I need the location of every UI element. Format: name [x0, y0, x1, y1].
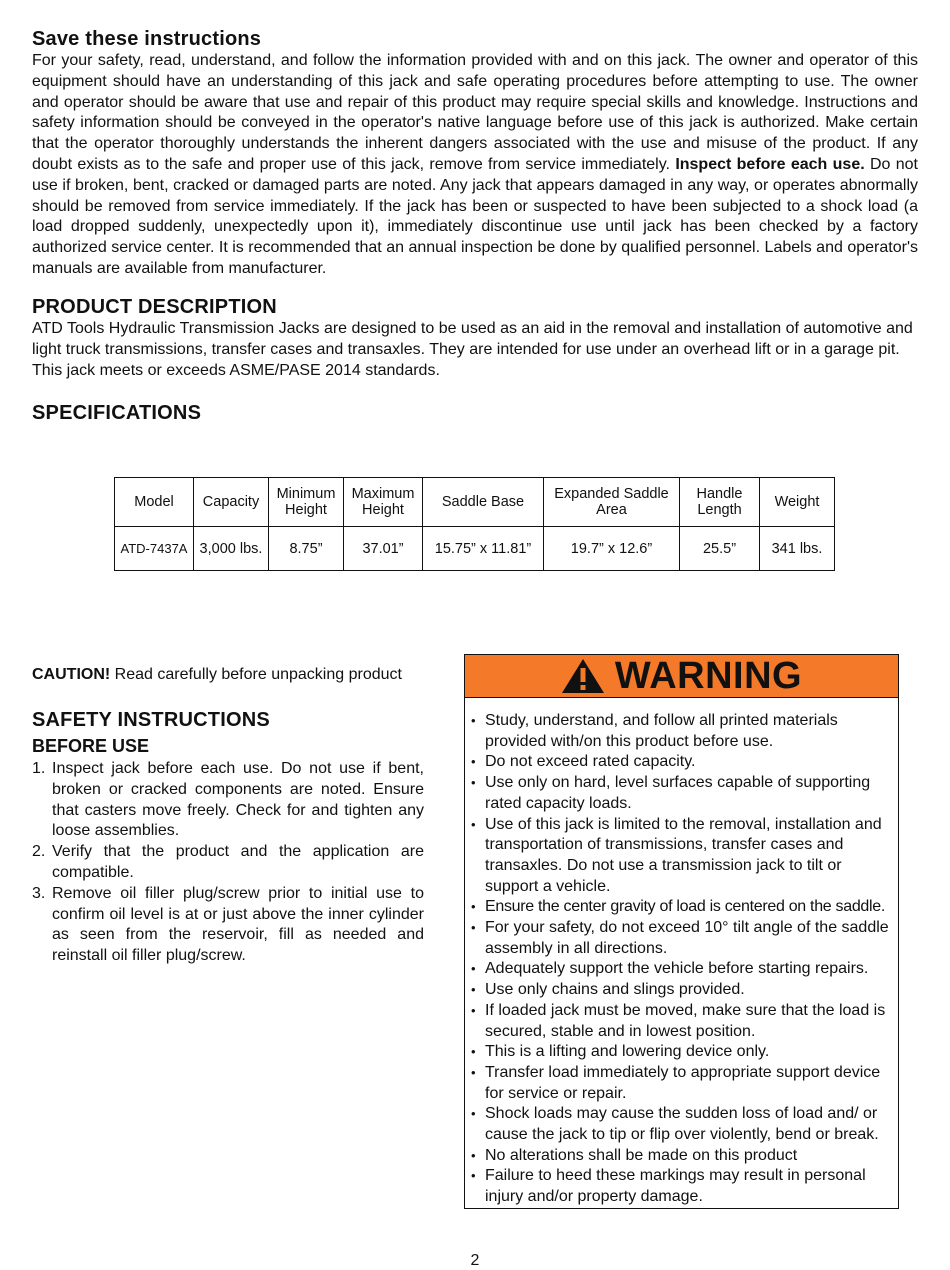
header-weight: Weight — [760, 478, 835, 527]
warning-item-text: Shock loads may cause the sudden loss of load and/ or cause the jack to tip or flip over violently, bend or break. — [485, 1105, 879, 1144]
bullet-icon: • — [471, 1106, 476, 1122]
table-row — [115, 527, 835, 571]
caution-text: Read carefully before unpacking product — [110, 666, 402, 683]
list-item — [32, 884, 424, 967]
intro-section — [32, 28, 918, 280]
warning-item-text: Ensure the center gravity of load is centered on the saddle. — [485, 898, 886, 916]
table-header-row — [115, 478, 835, 527]
cell-capacity: 3,000 lbs. — [194, 527, 269, 571]
warning-box — [464, 654, 899, 1209]
header-expanded-saddle-area: Expanded Saddle Area — [544, 478, 680, 527]
inspect-text: Do not use if broken, bent, cracked or damaged parts are noted. Any jack that appears damaged in any way, or operates abnormally should be removed from service immediately. If the jack has been or suspected to have been subjected to a shock load (a load dropped suddenly, unexpectedly upon it), immediately discontinue use until jack has been checked by a factory authorized service center. It is recommended that an annual inspection be done by qualified personnel. Labels and operator's manuals are available from manufacturer. — [32, 155, 919, 277]
safety-instructions-section — [32, 709, 424, 967]
step-text: Verify that the product and the application are compatible. — [52, 843, 424, 881]
specifications-table — [114, 477, 835, 571]
warning-item-text: Do not exceed rated capacity. — [485, 753, 696, 771]
safety-instructions-heading: SAFETY INSTRUCTIONS — [32, 709, 270, 731]
cell-expanded-saddle-area: 19.7” x 12.6” — [544, 527, 680, 571]
bullet-icon: • — [471, 713, 476, 728]
header-model: Model — [115, 478, 194, 527]
bullet-icon: • — [471, 899, 476, 915]
list-item — [469, 918, 896, 959]
list-item — [469, 1063, 896, 1104]
before-use-heading: BEFORE USE — [32, 736, 150, 756]
step-text: Inspect jack before each use. Do not use if bent, broken or cracked components are noted. Ensure that casters move freely. Check for and tighten any loose assemblies. — [52, 760, 424, 840]
bullet-icon: • — [471, 1168, 476, 1184]
cell-saddle-base: 15.75” x 11.81” — [423, 527, 544, 571]
bullet-icon: • — [471, 1002, 476, 1018]
bullet-icon: • — [471, 754, 476, 770]
cell-minimum-height: 8.75” — [269, 527, 344, 571]
list-item — [469, 980, 896, 1001]
warning-item-text: Use only chains and slings provided. — [485, 981, 745, 999]
caution-note — [32, 666, 402, 684]
bullet-icon: • — [471, 961, 476, 977]
warning-item-text: Use of this jack is limited to the removal, installation and transportation of transmissions, transfer cases and transaxles. Do not use a transmission jack to tilt or support a vehicle. — [485, 815, 882, 895]
header-minimum-height: Minimum Height — [269, 478, 344, 527]
bullet-icon: • — [471, 1147, 476, 1163]
list-item — [32, 842, 424, 884]
list-item — [469, 897, 896, 918]
cell-weight: 341 lbs. — [760, 527, 835, 571]
product-description-heading: PRODUCT DESCRIPTION — [32, 296, 277, 318]
bullet-icon: • — [471, 1044, 476, 1060]
warning-header — [465, 655, 898, 698]
warning-item-text: Failure to heed these markings may result in personal injury and/or property damage. — [485, 1167, 866, 1206]
list-item — [469, 815, 896, 898]
step-text: Remove oil filler plug/screw prior to initial use to confirm oil level is at or just above the inner cylinder as seen from the reservoir, fill as needed and reinstall oil filler plug/screw. — [52, 884, 424, 965]
warning-item-text: Use only on hard, level surfaces capable of supporting rated capacity loads. — [485, 774, 871, 812]
bullet-icon: • — [471, 816, 476, 832]
specifications-heading: SPECIFICATIONS — [32, 402, 202, 424]
warning-title: WARNING — [614, 654, 803, 697]
bullet-icon: • — [471, 920, 476, 936]
step-number: 1. — [32, 760, 46, 777]
list-item — [469, 1166, 896, 1207]
list-item — [469, 1104, 896, 1145]
header-handle-length: Handle Length — [680, 478, 760, 527]
list-item — [469, 711, 896, 752]
step-number: 3. — [32, 884, 46, 902]
page-number: 2 — [470, 1252, 480, 1269]
save-instructions-heading: Save these instructions — [32, 28, 262, 50]
product-description-text: ATD Tools Hydraulic Transmission Jacks are designed to be used as an aid in the removal and installation of automotive and light truck transmissions, transfer cases and transaxles. They are intended for use under an overhead lift or in a garage pit. This jack meets or exceeds ASME/PASE 2014 standards. — [32, 320, 913, 379]
list-item — [469, 1001, 896, 1042]
warning-item-text: No alterations shall be made on this product — [485, 1146, 798, 1164]
cell-handle-length: 25.5” — [680, 527, 760, 571]
list-item — [469, 1146, 896, 1167]
list-item — [469, 1042, 896, 1063]
bullet-icon: • — [471, 775, 476, 791]
product-description-section — [32, 296, 918, 381]
cell-model: ATD-7437A — [115, 527, 194, 571]
intro-text: For your safety, read, understand, and follow the information provided with and on this jack. The owner and operator of this equipment should have an understanding of this jack and safe operating procedures before attempting to use. The owner and operator should be aware that use and repair of this product may require special skills and knowledge. Instructions and safety information should be conveyed in the operator's native language before use of this jack is authorized. Make certain that the operator thoroughly understands the inherent dangers associated with the use and misuse of the product. If any doubt exists as to the safe and proper use of this jack, remove from service immediately. — [32, 52, 918, 173]
header-capacity: Capacity — [194, 478, 269, 527]
header-maximum-height: Maximum Height — [344, 478, 423, 527]
warning-item-text: This is a lifting and lowering device only. — [485, 1043, 770, 1061]
bullet-icon: • — [471, 1064, 476, 1080]
cell-maximum-height: 37.01” — [344, 527, 423, 571]
list-item — [32, 759, 424, 842]
warning-item-text: Adequately support the vehicle before starting repairs. — [485, 960, 869, 978]
warning-item-text: Study, understand, and follow all printed materials provided with/on this product before use. — [485, 712, 838, 750]
warning-item-text: For your safety, do not exceed 10° tilt angle of the saddle assembly in all directions. — [485, 919, 889, 957]
warning-item-text: Transfer load immediately to appropriate support device for service or repair. — [485, 1063, 881, 1102]
warning-item-text: If loaded jack must be moved, make sure that the load is secured, stable and in lowest position. — [485, 1001, 886, 1040]
list-item — [469, 752, 896, 773]
list-item — [469, 959, 896, 980]
intro-paragraph — [32, 51, 918, 280]
list-item — [469, 773, 896, 814]
inspect-lead: Inspect before each use. — [675, 155, 865, 173]
warning-triangle-icon — [561, 658, 605, 694]
warning-list — [465, 698, 898, 1208]
bullet-icon: • — [471, 982, 476, 998]
safety-steps-list — [32, 759, 424, 967]
step-number: 2. — [32, 843, 46, 861]
header-saddle-base: Saddle Base — [423, 478, 544, 527]
caution-lead: CAUTION! — [32, 666, 111, 683]
